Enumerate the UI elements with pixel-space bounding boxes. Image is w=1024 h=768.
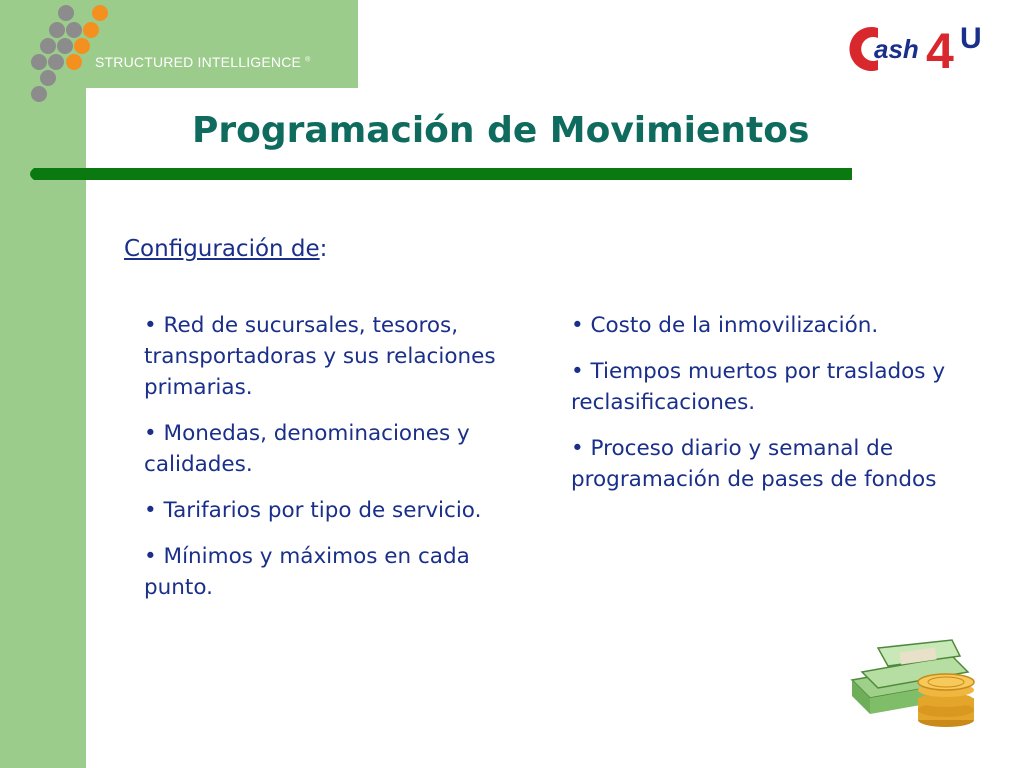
list-item: • Tarifarios por tipo de servicio. [144,498,482,523]
list-item: • Red de sucursales, tesoros, transportadoras y sus relaciones primarias. [144,313,496,400]
intro-label: Configuración de [124,236,320,262]
right-bullet-list [571,310,971,510]
list-item: • Mínimos y máximos en cada punto. [144,544,470,600]
list-item: • Monedas, denominaciones y calidades. [144,421,470,477]
list-item: • Tiempos muertos por traslados y reclasificaciones. [571,359,946,415]
left-bullet-list [144,310,544,618]
company-name [95,54,311,70]
list-item: • Costo de la inmovilización. [571,313,879,338]
left-green-band [0,0,86,768]
company-name-text: STRUCTURED INTELLIGENCE [95,54,302,70]
svg-text:ash: ash [874,34,919,64]
list-item: • Proceso diario y semanal de programación de pases de fondos [571,436,937,492]
slide-title: Programación de Movimientos [192,110,810,151]
cash4u-logo [848,18,990,78]
svg-text:4: 4 [926,23,954,78]
intro-line [124,236,327,262]
intro-colon: : [319,236,328,262]
title-underline-rule [26,167,852,181]
money-stack-coins-icon [848,636,980,728]
svg-text:U: U [960,22,982,55]
rounded-content-corner [86,88,206,208]
registered-mark: ® [305,56,311,64]
